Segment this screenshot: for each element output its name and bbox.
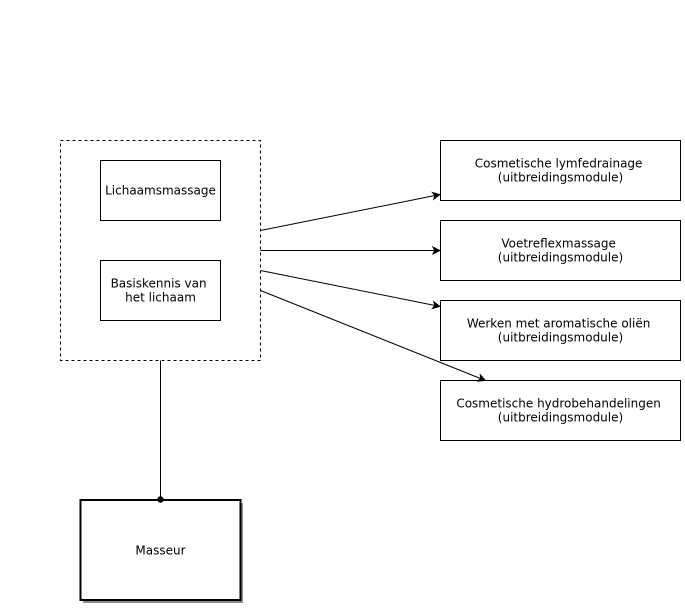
svg-text:Voetreflexmassage (uitbr	[498, 237, 623, 265]
node-lichaamsmassage-label: Lichaamsmassage	[105, 183, 216, 198]
svg-text:Basiskennis van het lich	[111, 277, 211, 305]
node-hydrobehandelingen[interactable]	[441, 381, 681, 441]
node-voetreflexmassage-label-line-2: (uitbreidingsmodule)	[497, 250, 624, 265]
node-basiskennis[interactable]	[101, 261, 221, 321]
node-hydrobehandelingen-label-line-2: (uitbreidingsmodule)	[497, 410, 624, 425]
edge-group-to-lymfedrainage[interactable]	[261, 195, 441, 231]
node-voetreflexmassage[interactable]	[441, 221, 681, 281]
node-basiskennis-label-line-2: het lichaam	[125, 290, 196, 305]
svg-text:Cosmetische lymfedrainage	[475, 157, 647, 185]
node-aromatische-olien-label-line-1: Werken met aromatische oliën	[466, 316, 651, 331]
node-basiskennis-label-line-1: Basiskennis van	[110, 276, 207, 291]
node-masseur[interactable]	[81, 500, 244, 603]
svg-text:Lichaamsmassage	[105, 184, 216, 198]
edge-group-to-masseur-endpoint	[157, 496, 163, 502]
node-hydrobehandelingen-label-line-1: Cosmetische hydrobehandelingen	[456, 396, 661, 411]
node-aromatische-olien[interactable]	[441, 301, 681, 361]
svg-text:Masseur	[135, 544, 185, 558]
node-voetreflexmassage-label-line-1: Voetreflexmassage	[501, 236, 616, 251]
node-masseur-label: Masseur	[135, 543, 186, 558]
node-lichaamsmassage[interactable]	[101, 161, 221, 221]
node-lymfedrainage-label-line-2: (uitbreidingsmodule)	[497, 170, 624, 185]
node-lymfedrainage[interactable]	[441, 141, 681, 201]
node-aromatische-olien-label-line-2: (uitbreidingsmodule)	[497, 330, 624, 345]
node-lymfedrainage-label-line-1: Cosmetische lymfedrainage	[474, 156, 643, 171]
